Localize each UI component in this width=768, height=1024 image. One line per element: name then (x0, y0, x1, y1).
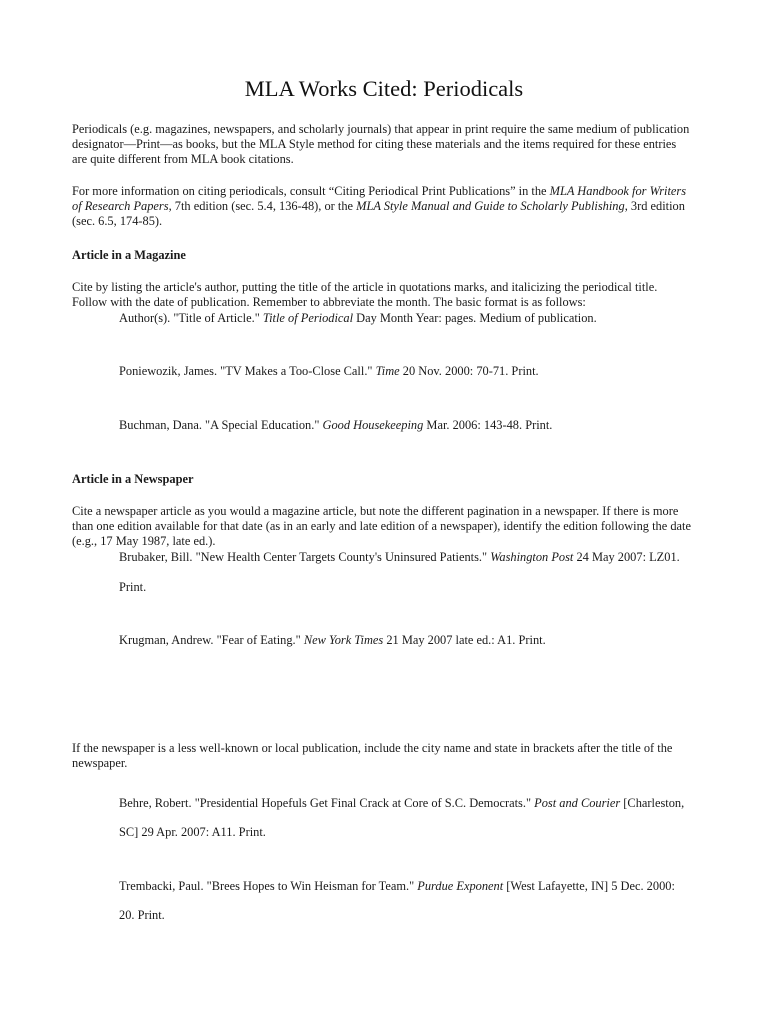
citation-text: [West Lafayette, IN] 5 Dec. 2000: (503, 879, 675, 893)
periodical-title: New York Times (303, 633, 384, 647)
format-periodical-title: Title of Periodical (262, 311, 354, 325)
citation-text: Trembacki, Paul. "Brees Hopes to Win Heisman for Team." (119, 879, 418, 893)
periodical-title: Post and Courier (534, 796, 621, 810)
citation-text: 24 May 2007: LZ01. (573, 550, 680, 564)
newspaper-example-4-line-2: 20. Print. (119, 908, 165, 922)
citation-text: [Charleston, (620, 796, 685, 810)
handbook-title: MLA Handbook for Writers of Research Papers (72, 184, 687, 213)
citation-text: Brubaker, Bill. "New Health Center Targets County's Uninsured Patients." (119, 550, 491, 564)
newspaper-example-3-line-2: SC] 29 Apr. 2007: A11. Print. (119, 825, 266, 839)
citation-text: Mar. 2006: 143-48. Print. (423, 418, 553, 432)
citation-text: Poniewozik, James. "TV Makes a Too-Close Call." (119, 364, 376, 378)
newspaper-example-1 (119, 550, 709, 565)
citation-text: 20 Nov. 2000: 70-71. Print. (399, 364, 539, 378)
magazine-heading: Article in a Magazine (72, 248, 186, 262)
reference-text-e: , 3rd edition (sec. 6.5, 174-85). (72, 199, 685, 228)
reference-text-c: , 7th edition (sec. 5.4, 136-48), or the (168, 199, 357, 213)
citation-text: Behre, Robert. "Presidential Hopefuls Get Final Crack at Core of S.C. Democrats." (119, 796, 535, 810)
newspaper-heading: Article in a Newspaper (72, 472, 194, 486)
newspaper-example-1-line-2: Print. (119, 580, 147, 594)
newspaper-example-4 (119, 879, 709, 894)
periodical-title: Washington Post (490, 550, 574, 564)
citation-text: 21 May 2007 late ed.: A1. Print. (383, 633, 546, 647)
page-title: MLA Works Cited: Periodicals (244, 76, 524, 101)
magazine-example-2 (119, 418, 709, 433)
periodical-title: Purdue Exponent (417, 879, 504, 893)
newspaper-description: Cite a newspaper article as you would a magazine article, but note the different pagination in a newspaper. If there is more than one edition available for that date (as in an early and late edition of a newspaper), identify the edition following the date (e.g., 17 May 1987, late ed.). (72, 504, 691, 548)
newspaper-example-2 (119, 633, 709, 648)
reference-paragraph (72, 184, 694, 229)
newspaper-example-3 (119, 796, 709, 811)
magazine-format (119, 311, 709, 326)
intro-paragraph: Periodicals (e.g. magazines, newspapers, and scholarly journals) that appear in print require the same medium of publication designator—Print—as books, but the MLA Style method for citing these materials and the items required for these entries are quite different from MLA book citations. (72, 122, 690, 166)
citation-text: Buchman, Dana. "A Special Education." (119, 418, 323, 432)
periodical-title: Time (375, 364, 400, 378)
local-newspaper-description: If the newspaper is a less well-known or local publication, include the city name and state in brackets after the title of the newspaper. (72, 741, 673, 770)
style-manual-title: MLA Style Manual and Guide to Scholarly Publishing (356, 199, 625, 213)
reference-text-a: For more information on citing periodicals, consult “Citing Periodical Print Publications” in the (72, 184, 550, 198)
citation-text: Krugman, Andrew. "Fear of Eating." (119, 633, 304, 647)
format-text-c: Day Month Year: pages. Medium of publication. (353, 311, 597, 325)
magazine-example-1 (119, 364, 709, 379)
periodical-title: Good Housekeeping (322, 418, 424, 432)
format-text-a: Author(s). "Title of Article." (119, 311, 263, 325)
magazine-description: Cite by listing the article's author, putting the title of the article in quotations marks, and italicizing the periodical title. Follow with the date of publication. Remember to abbreviate the month. The basic format is as follows: (72, 280, 658, 309)
